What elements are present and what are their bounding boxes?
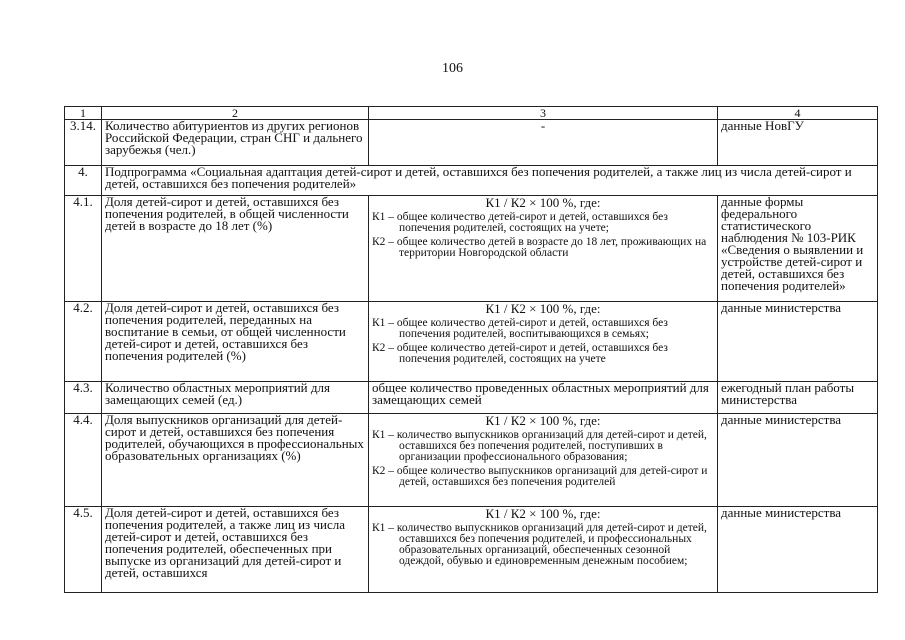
page-number: 106	[442, 61, 463, 76]
data-source: данные министерства	[718, 302, 878, 382]
formula: К1 / К2 × 100 %, где:	[485, 413, 601, 428]
table-header-row	[65, 107, 878, 120]
indicator-name: Доля выпускников организаций для детей-сирот и детей, оставшихся без попечения родителей, обучающихся в профессиональных образовательных организациях (%)	[102, 414, 369, 507]
data-source: ежегодный план работы министерства	[718, 382, 878, 414]
header-col-4: 4	[718, 107, 878, 120]
subprogram-title: Подпрограмма «Социальная адаптация детей-сирот и детей, оставшихся без попечения родителей, а также лиц из числа детей-сирот и детей, оставшихся без попечения родителей»	[102, 166, 878, 196]
header-col-3: 3	[369, 107, 718, 120]
data-source: данные НовГУ	[718, 120, 878, 166]
row-number: 4.3.	[65, 382, 102, 414]
row-number: 4.2.	[65, 302, 102, 382]
calc-method	[369, 302, 718, 382]
data-source: данные министерства	[718, 507, 878, 593]
row-number: 4.	[65, 166, 102, 196]
calc-method: -	[369, 120, 718, 166]
formula-k2: К2 – общее количество выпускников организаций для детей-сирот и детей, оставшихся без попечения родителей	[372, 465, 708, 488]
table-row	[65, 382, 878, 414]
indicator-name: Доля детей-сирот и детей, оставшихся без попечения родителей, переданных на воспитание в семьи, от общей численности детей-сирот и детей, оставшихся без попечения родителей (%)	[102, 302, 369, 382]
calc-method	[369, 507, 718, 593]
indicator-name: Доля детей-сирот и детей, оставшихся без попечения родителей, в общей численности детей в возрасте до 18 лет (%)	[102, 196, 369, 302]
formula-k1: К1 – общее количество детей-сирот и детей, оставшихся без попечения родителей, воспитывающихся в семьях;	[372, 317, 668, 340]
data-source: данные министерства	[718, 414, 878, 507]
row-number: 3.14.	[65, 120, 102, 166]
calc-method: общее количество проведенных областных мероприятий для замещающих семей	[369, 382, 718, 414]
table-row	[65, 507, 878, 593]
formula-k2: К2 – общее количество детей-сирот и детей, оставшихся без попечения родителей, состоящих на учете	[372, 342, 668, 365]
subprogram-row	[65, 166, 878, 196]
header-col-1: 1	[65, 107, 102, 120]
table-row	[65, 120, 878, 166]
indicator-name: Доля детей-сирот и детей, оставшихся без попечения родителей, а также лиц из числа детей-сирот и детей, оставшихся без попечения родителей, обеспеченных при выпуске из организаций для детей-сирот и детей, оставшихся	[102, 507, 369, 593]
formula: К1 / К2 × 100 %, где:	[485, 195, 601, 210]
calc-method	[369, 414, 718, 507]
row-number: 4.4.	[65, 414, 102, 507]
indicators-table	[64, 106, 878, 593]
formula-k1: К1 – количество выпускников организаций для детей-сирот и детей, оставшихся без попечения родителей, и профессиональных образовательных организаций, обеспеченных сезонной одеждой, обувью и единовременным денежным пособием;	[372, 522, 707, 567]
data-source: данные формы федерального статистического наблюдения № 103-РИК «Сведения о выявлении и устройстве детей-сирот и детей, оставшихся без попечения родителей»	[718, 196, 878, 302]
formula-k1: К1 – общее количество детей-сирот и детей, оставшихся без попечения родителей, состоящих на учете;	[372, 211, 668, 234]
calc-method	[369, 196, 718, 302]
formula: К1 / К2 × 100 %, где:	[485, 301, 601, 316]
formula: К1 / К2 × 100 %, где:	[485, 506, 601, 521]
table-row	[65, 414, 878, 507]
row-number: 4.1.	[65, 196, 102, 302]
formula-k2: К2 – общее количество детей в возрасте до 18 лет, проживающих на территории Новгородской области	[372, 236, 707, 259]
indicator-name: Количество областных мероприятий для замещающих семей (ед.)	[102, 382, 369, 414]
header-col-2: 2	[102, 107, 369, 120]
formula-k1: К1 – количество выпускников организаций для детей-сирот и детей, оставшихся без попечения родителей, поступивших в организации профессионального образования;	[372, 429, 707, 463]
table-row	[65, 302, 878, 382]
indicator-name: Количество абитуриентов из других регионов Российской Федерации, стран СНГ и дальнего зарубежья (чел.)	[102, 120, 369, 166]
table-row	[65, 196, 878, 302]
row-number: 4.5.	[65, 507, 102, 593]
